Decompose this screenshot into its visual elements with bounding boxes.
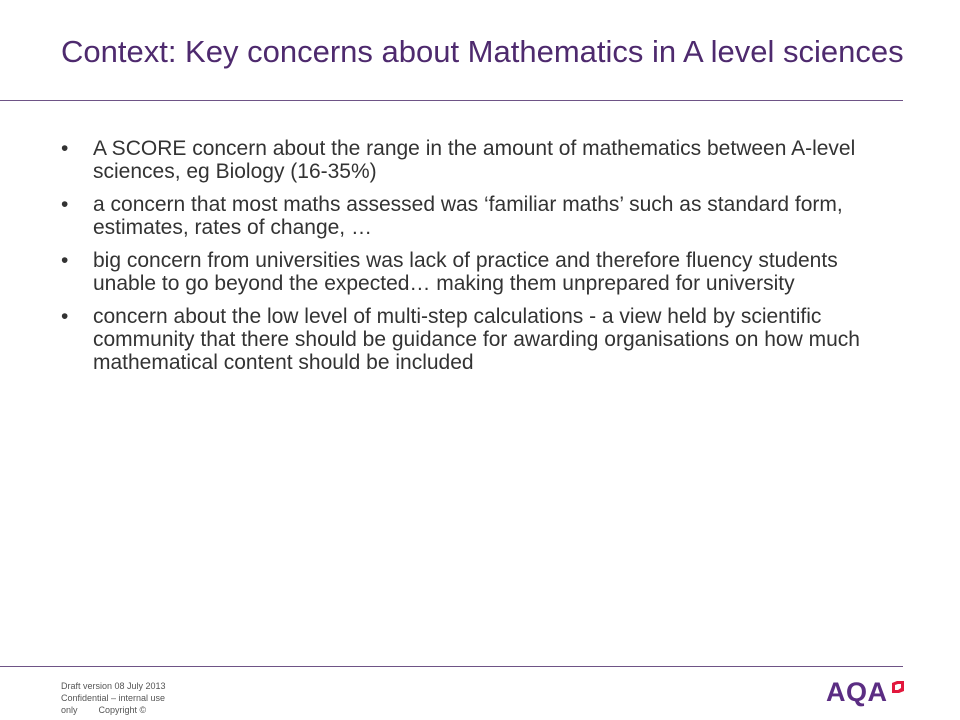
bullet-marker: • xyxy=(61,137,69,160)
footer-note xyxy=(61,680,201,716)
slide-title: Context: Key concerns about Mathematics in A level sciences xyxy=(61,34,904,69)
bullet-item xyxy=(61,193,906,239)
aqa-logo xyxy=(826,676,906,708)
title-divider xyxy=(0,100,903,101)
bullet-text: concern about the low level of multi-step calculations - a view held by scientific community that there should be guidance for awarding organisations on how much mathematical content should be included xyxy=(93,305,860,374)
footer-draft-version: Draft version 08 July 2013 xyxy=(61,681,166,691)
footer-confidential: Confidential – internal use xyxy=(61,693,166,703)
bullet-item xyxy=(61,137,906,183)
bullet-marker: • xyxy=(61,193,69,216)
bullet-marker: • xyxy=(61,305,69,328)
footer-divider xyxy=(0,666,903,667)
bullet-text: a concern that most maths assessed was ‘familiar maths’ such as standard form, estimates, rates of change, … xyxy=(93,193,843,239)
logo-text: AQA xyxy=(826,677,888,707)
aqa-flag-icon xyxy=(890,679,906,695)
bullet-item xyxy=(61,305,906,374)
bullet-list xyxy=(61,137,906,384)
bullet-text: A SCORE concern about the range in the amount of mathematics between A-level sciences, eg Biology (16-35%) xyxy=(93,137,856,183)
footer-only: only xyxy=(61,705,78,715)
bullet-text: big concern from universities was lack of practice and therefore fluency students unable to go beyond the expected… making them unprepared for university xyxy=(93,249,838,295)
footer-copyright: Copyright © xyxy=(98,705,147,715)
bullet-item xyxy=(61,249,906,295)
footer-only-line xyxy=(61,704,201,716)
bullet-marker: • xyxy=(61,249,69,272)
